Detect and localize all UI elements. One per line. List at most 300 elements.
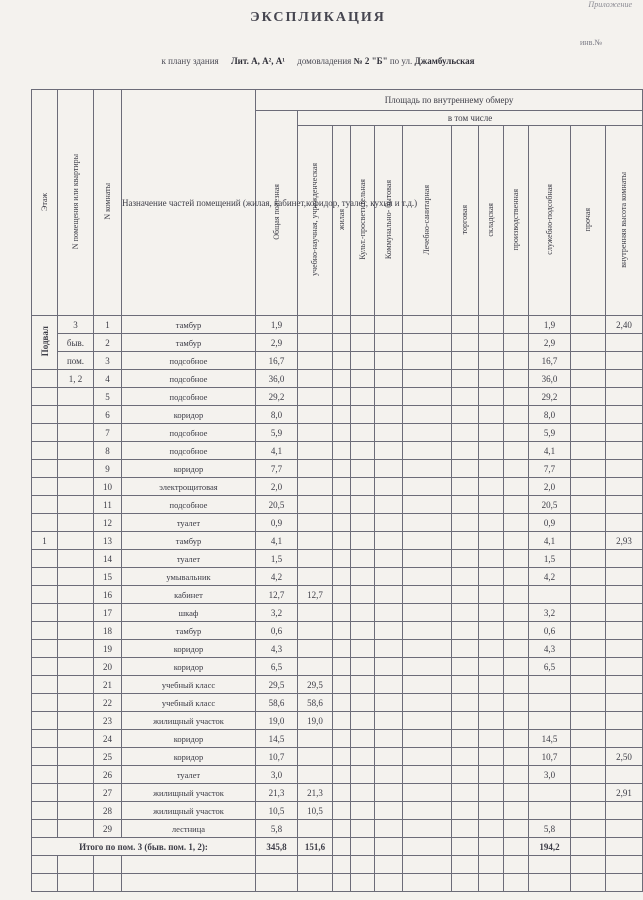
other-area	[571, 658, 606, 676]
room-number: 19	[94, 640, 122, 658]
room-number: 14	[94, 550, 122, 568]
total-area: 21,3	[256, 784, 298, 802]
empty-cell	[479, 622, 504, 640]
premise-cell	[58, 460, 94, 478]
empty-cell	[333, 838, 351, 856]
empty-cell	[452, 388, 479, 406]
other-area	[571, 352, 606, 370]
empty-cell	[529, 856, 571, 874]
table-row	[32, 640, 643, 658]
empty-cell	[333, 424, 351, 442]
empty-cell	[375, 694, 403, 712]
other-area	[571, 730, 606, 748]
empty-cell	[403, 730, 452, 748]
room-name: тамбур	[122, 532, 256, 550]
room-number: 17	[94, 604, 122, 622]
empty-cell	[375, 622, 403, 640]
empty-cell	[333, 856, 351, 874]
empty-cell	[333, 478, 351, 496]
empty-cell	[479, 730, 504, 748]
empty-cell	[403, 748, 452, 766]
empty-cell	[403, 820, 452, 838]
other-area	[571, 550, 606, 568]
edu-area	[298, 352, 333, 370]
empty-cell	[256, 874, 298, 892]
service-area: 20,5	[529, 496, 571, 514]
empty-cell	[403, 514, 452, 532]
empty-cell	[479, 352, 504, 370]
table-row	[32, 694, 643, 712]
empty-cell	[333, 496, 351, 514]
room-name: электрощитовая	[122, 478, 256, 496]
empty-cell	[375, 532, 403, 550]
premise-cell	[58, 568, 94, 586]
empty-cell	[351, 496, 375, 514]
premise-cell	[58, 712, 94, 730]
floor-cell	[32, 622, 58, 640]
room-number: 24	[94, 730, 122, 748]
room-name: коридор	[122, 406, 256, 424]
floor-cell	[32, 730, 58, 748]
edu-area: 12,7	[298, 586, 333, 604]
empty-cell	[504, 460, 529, 478]
empty-cell	[479, 532, 504, 550]
empty-cell	[94, 874, 122, 892]
street-label: по ул.	[389, 56, 413, 66]
empty-cell	[375, 712, 403, 730]
empty-cell	[333, 370, 351, 388]
room-number: 29	[94, 820, 122, 838]
empty-cell	[452, 568, 479, 586]
empty-cell	[351, 676, 375, 694]
empty-cell	[375, 568, 403, 586]
table-row	[32, 820, 643, 838]
total-area: 10,5	[256, 802, 298, 820]
corner-note: Приложение	[588, 0, 632, 9]
table-row	[32, 514, 643, 532]
empty-cell	[351, 532, 375, 550]
empty-cell	[479, 316, 504, 334]
floor-cell	[32, 496, 58, 514]
empty-cell	[452, 676, 479, 694]
premise-cell	[58, 442, 94, 460]
room-height	[606, 388, 643, 406]
blank-row	[32, 856, 643, 874]
room-number: 12	[94, 514, 122, 532]
room-height	[606, 820, 643, 838]
empty-cell	[333, 694, 351, 712]
empty-cell	[452, 334, 479, 352]
header-col-medical: Лечебно-санитарная	[403, 126, 452, 316]
empty-cell	[479, 856, 504, 874]
floor-cell	[32, 586, 58, 604]
empty-cell	[452, 316, 479, 334]
premise-cell	[58, 802, 94, 820]
empty-cell	[452, 532, 479, 550]
other-area	[571, 424, 606, 442]
total-area: 19,0	[256, 712, 298, 730]
other-area	[571, 406, 606, 424]
floor-label-basement: Подвал	[39, 326, 50, 357]
empty-cell	[452, 856, 479, 874]
floor-cell	[32, 640, 58, 658]
empty-cell	[479, 406, 504, 424]
room-number: 16	[94, 586, 122, 604]
empty-cell	[403, 406, 452, 424]
empty-cell	[504, 532, 529, 550]
empty-cell	[479, 586, 504, 604]
premise-cell	[58, 586, 94, 604]
total-area: 2,9	[256, 334, 298, 352]
table-row	[32, 334, 643, 352]
empty-cell	[452, 352, 479, 370]
premise-cell	[58, 730, 94, 748]
room-name: умывальник	[122, 568, 256, 586]
room-height	[606, 478, 643, 496]
empty-cell	[94, 856, 122, 874]
empty-cell	[351, 838, 375, 856]
room-name: туалет	[122, 514, 256, 532]
empty-cell	[452, 406, 479, 424]
empty-cell	[333, 586, 351, 604]
edu-area	[298, 766, 333, 784]
premise-cell	[58, 550, 94, 568]
header-including: в том числе	[298, 111, 643, 126]
room-height	[606, 352, 643, 370]
empty-cell	[504, 316, 529, 334]
empty-cell	[571, 874, 606, 892]
room-name: подсобное	[122, 370, 256, 388]
edu-area	[298, 730, 333, 748]
totals-edu-area: 151,6	[298, 838, 333, 856]
room-height	[606, 730, 643, 748]
empty-cell	[504, 712, 529, 730]
empty-cell	[504, 514, 529, 532]
room-name: тамбур	[122, 316, 256, 334]
empty-cell	[403, 766, 452, 784]
other-area	[571, 820, 606, 838]
room-name: жилищный участок	[122, 784, 256, 802]
premise-cell	[58, 604, 94, 622]
empty-cell	[333, 532, 351, 550]
table-row	[32, 460, 643, 478]
empty-cell	[452, 766, 479, 784]
empty-cell	[452, 514, 479, 532]
empty-cell	[403, 460, 452, 478]
empty-cell	[32, 874, 58, 892]
empty-cell	[504, 820, 529, 838]
room-height	[606, 622, 643, 640]
empty-cell	[375, 658, 403, 676]
floor-cell	[32, 676, 58, 694]
header-col-trade: торговая	[452, 126, 479, 316]
premise-cell	[58, 658, 94, 676]
empty-cell	[479, 424, 504, 442]
header-col-culture: Культ.-просветительная	[351, 126, 375, 316]
premise-cell: 3	[58, 316, 94, 334]
floor-cell	[32, 748, 58, 766]
table-row	[32, 568, 643, 586]
document-subtitle	[0, 56, 636, 66]
total-area: 1,9	[256, 316, 298, 334]
table-row	[32, 370, 643, 388]
empty-cell	[333, 676, 351, 694]
empty-cell	[333, 730, 351, 748]
other-area	[571, 514, 606, 532]
empty-cell	[375, 748, 403, 766]
empty-cell	[452, 820, 479, 838]
empty-cell	[333, 748, 351, 766]
empty-cell	[333, 316, 351, 334]
lit-label: Лит.	[230, 56, 249, 66]
service-area: 1,9	[529, 316, 571, 334]
total-area: 58,6	[256, 694, 298, 712]
empty-cell	[504, 352, 529, 370]
empty-cell	[479, 334, 504, 352]
room-height	[606, 766, 643, 784]
empty-cell	[333, 550, 351, 568]
room-height	[606, 406, 643, 424]
empty-cell	[452, 802, 479, 820]
header-col-service: служебно-подсобная	[529, 126, 571, 316]
empty-cell	[375, 442, 403, 460]
total-area: 3,2	[256, 604, 298, 622]
table-row	[32, 478, 643, 496]
empty-cell	[479, 460, 504, 478]
premise-cell	[58, 388, 94, 406]
room-name: учебный класс	[122, 694, 256, 712]
empty-cell	[375, 352, 403, 370]
table-row	[32, 784, 643, 802]
empty-cell	[333, 388, 351, 406]
empty-cell	[403, 838, 452, 856]
total-area: 7,7	[256, 460, 298, 478]
edu-area	[298, 820, 333, 838]
empty-cell	[351, 442, 375, 460]
room-number: 23	[94, 712, 122, 730]
empty-cell	[479, 874, 504, 892]
room-height	[606, 712, 643, 730]
total-area: 2,0	[256, 478, 298, 496]
empty-cell	[351, 568, 375, 586]
empty-cell	[333, 442, 351, 460]
service-area: 5,9	[529, 424, 571, 442]
empty-cell	[351, 550, 375, 568]
premise-cell	[58, 820, 94, 838]
empty-cell	[375, 640, 403, 658]
lit-value: А, А², А¹	[251, 56, 285, 66]
header-height: внутренняя высота комнаты	[606, 126, 643, 316]
room-name: тамбур	[122, 622, 256, 640]
floor-cell	[32, 478, 58, 496]
other-area	[571, 676, 606, 694]
empty-cell	[58, 874, 94, 892]
edu-area	[298, 460, 333, 478]
floor-cell	[32, 712, 58, 730]
edu-area	[298, 334, 333, 352]
room-name: туалет	[122, 550, 256, 568]
service-area	[529, 802, 571, 820]
room-number: 4	[94, 370, 122, 388]
edu-area	[298, 478, 333, 496]
total-area: 0,6	[256, 622, 298, 640]
table-row	[32, 424, 643, 442]
empty-cell	[479, 550, 504, 568]
empty-cell	[479, 748, 504, 766]
service-area: 1,5	[529, 550, 571, 568]
room-number: 13	[94, 532, 122, 550]
table-row	[32, 712, 643, 730]
floor-cell	[32, 658, 58, 676]
room-height: 2,93	[606, 532, 643, 550]
table-body	[32, 316, 643, 892]
edu-area	[298, 388, 333, 406]
total-area: 6,5	[256, 658, 298, 676]
table-row	[32, 622, 643, 640]
empty-cell	[479, 568, 504, 586]
empty-cell	[351, 730, 375, 748]
empty-cell	[403, 604, 452, 622]
room-number: 27	[94, 784, 122, 802]
empty-cell	[375, 856, 403, 874]
empty-cell	[504, 802, 529, 820]
empty-cell	[375, 316, 403, 334]
service-area	[529, 694, 571, 712]
total-area: 5,8	[256, 820, 298, 838]
empty-cell	[375, 802, 403, 820]
empty-cell	[504, 622, 529, 640]
empty-cell	[403, 874, 452, 892]
floor-cell	[32, 568, 58, 586]
empty-cell	[479, 820, 504, 838]
domovl-value: № 2 "Б"	[353, 56, 388, 66]
empty-cell	[479, 478, 504, 496]
empty-cell	[403, 784, 452, 802]
empty-cell	[452, 694, 479, 712]
floor-cell	[32, 694, 58, 712]
total-area: 14,5	[256, 730, 298, 748]
empty-cell	[375, 460, 403, 478]
room-number: 5	[94, 388, 122, 406]
empty-cell	[333, 874, 351, 892]
total-area: 29,5	[256, 676, 298, 694]
empty-cell	[504, 406, 529, 424]
empty-cell	[351, 640, 375, 658]
document-title: ЭКСПЛИКАЦИЯ	[250, 10, 386, 25]
edu-area: 21,3	[298, 784, 333, 802]
empty-cell	[504, 856, 529, 874]
empty-cell	[571, 838, 606, 856]
empty-cell	[606, 838, 643, 856]
empty-cell	[479, 388, 504, 406]
header-purpose: Назначение частей помещений (жилая, кабинет,коридор, туалет, кухня и т.д.)	[122, 90, 256, 316]
empty-cell	[351, 514, 375, 532]
empty-cell	[375, 604, 403, 622]
header-col-production: производственная	[504, 126, 529, 316]
empty-cell	[403, 550, 452, 568]
empty-cell	[529, 874, 571, 892]
table-row	[32, 388, 643, 406]
empty-cell	[504, 676, 529, 694]
other-area	[571, 568, 606, 586]
service-area: 2,9	[529, 334, 571, 352]
empty-cell	[333, 658, 351, 676]
empty-cell	[375, 820, 403, 838]
empty-cell	[479, 442, 504, 460]
total-area: 4,3	[256, 640, 298, 658]
floor-cell	[32, 766, 58, 784]
empty-cell	[504, 604, 529, 622]
edu-area	[298, 496, 333, 514]
room-name: коридор	[122, 460, 256, 478]
total-area: 10,7	[256, 748, 298, 766]
room-number: 11	[94, 496, 122, 514]
empty-cell	[403, 316, 452, 334]
edu-area	[298, 514, 333, 532]
empty-cell	[504, 388, 529, 406]
empty-cell	[504, 838, 529, 856]
floor-cell	[32, 424, 58, 442]
edu-area	[298, 442, 333, 460]
empty-cell	[333, 622, 351, 640]
total-area: 0,9	[256, 514, 298, 532]
empty-cell	[375, 496, 403, 514]
empty-cell	[351, 712, 375, 730]
total-area: 4,1	[256, 532, 298, 550]
edu-area	[298, 424, 333, 442]
empty-cell	[452, 550, 479, 568]
empty-cell	[403, 352, 452, 370]
empty-cell	[403, 694, 452, 712]
service-area	[529, 712, 571, 730]
other-area	[571, 784, 606, 802]
empty-cell	[333, 766, 351, 784]
empty-cell	[504, 658, 529, 676]
edu-area	[298, 316, 333, 334]
service-area: 4,1	[529, 442, 571, 460]
empty-cell	[452, 730, 479, 748]
room-number: 2	[94, 334, 122, 352]
empty-cell	[479, 784, 504, 802]
room-height	[606, 802, 643, 820]
service-area: 4,1	[529, 532, 571, 550]
empty-cell	[351, 874, 375, 892]
empty-cell	[351, 460, 375, 478]
empty-cell	[479, 802, 504, 820]
empty-cell	[452, 586, 479, 604]
empty-cell	[452, 424, 479, 442]
empty-cell	[504, 874, 529, 892]
empty-cell	[351, 388, 375, 406]
total-area: 4,2	[256, 568, 298, 586]
empty-cell	[504, 442, 529, 460]
empty-cell	[403, 586, 452, 604]
total-area: 3,0	[256, 766, 298, 784]
empty-cell	[333, 460, 351, 478]
empty-cell	[351, 352, 375, 370]
edu-area: 29,5	[298, 676, 333, 694]
service-area: 29,2	[529, 388, 571, 406]
empty-cell	[351, 802, 375, 820]
edu-area	[298, 604, 333, 622]
service-area: 8,0	[529, 406, 571, 424]
total-area: 12,7	[256, 586, 298, 604]
empty-cell	[351, 856, 375, 874]
empty-cell	[351, 370, 375, 388]
premise-cell	[58, 406, 94, 424]
totals-service-area: 194,2	[529, 838, 571, 856]
empty-cell	[58, 856, 94, 874]
